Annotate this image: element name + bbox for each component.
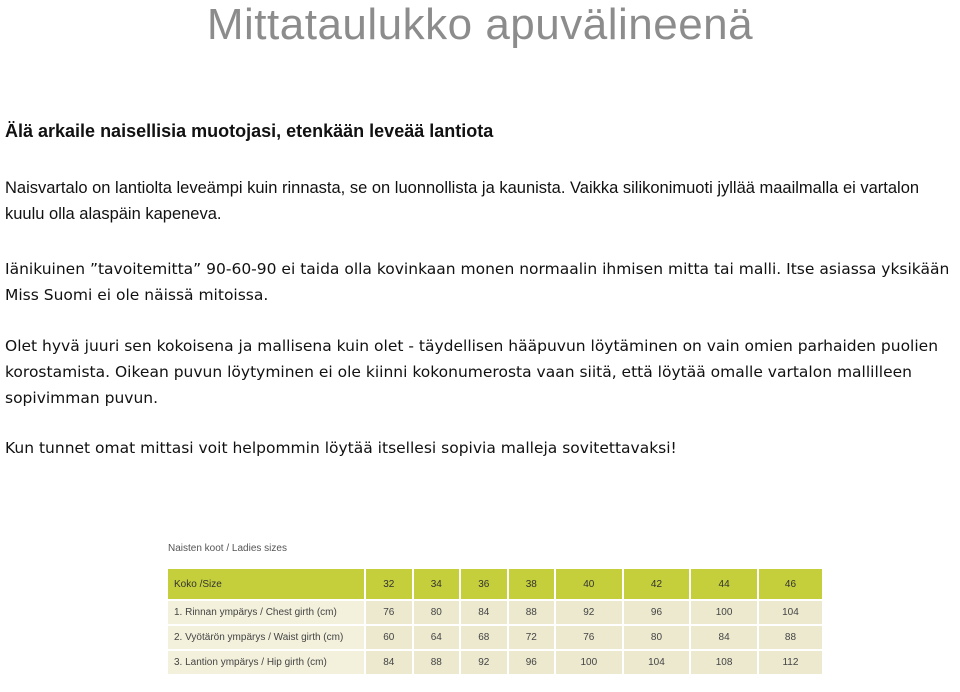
table-cell: 92 <box>460 650 508 675</box>
size-header-cell: 42 <box>623 569 691 600</box>
size-header-cell: 38 <box>508 569 556 600</box>
table-cell: 64 <box>413 625 461 650</box>
table-row-waist <box>168 625 822 650</box>
paragraph-body-shape: Naisvartalo on lantiolta leveämpi kuin rinnasta, se on luonnollista ja kaunista. Vaikka silikonimuoti jyllää maailmalla ei vartalon kuulu olla alaspäin kapeneva. <box>5 179 920 223</box>
table-row-hip <box>168 650 822 675</box>
table-cell: 76 <box>365 600 413 625</box>
table-cell: 108 <box>690 650 758 675</box>
table-cell: 84 <box>460 600 508 625</box>
table-cell: 96 <box>623 600 691 625</box>
table-cell: 84 <box>365 650 413 675</box>
table-cell: 88 <box>758 625 822 650</box>
table-cell: 96 <box>508 650 556 675</box>
size-header-cell: 32 <box>365 569 413 600</box>
table-cell: 80 <box>623 625 691 650</box>
size-chart <box>168 541 822 676</box>
section-heading: Älä arkaile naisellisia muotojasi, etenkään leveää lantiota <box>5 121 494 141</box>
size-header-row <box>168 569 822 600</box>
size-table <box>168 569 822 676</box>
size-header-cell: 34 <box>413 569 461 600</box>
table-cell: 72 <box>508 625 556 650</box>
table-cell: 100 <box>690 600 758 625</box>
table-cell: 60 <box>365 625 413 650</box>
table-cell: 84 <box>690 625 758 650</box>
paragraph-target-measure: Iänikuinen ”tavoitemitta” 90-60-90 ei taida olla kovinkaan monen normaalin ihmisen mitta tai malli. Itse asiassa yksikään Miss Suomi ei ole näissä mitoissa. <box>5 260 950 304</box>
table-cell: 104 <box>758 600 822 625</box>
table-cell: 104 <box>623 650 691 675</box>
table-row-chest <box>168 600 822 625</box>
row-label: 1. Rinnan ympärys / Chest girth (cm) <box>168 600 365 625</box>
size-header-cell: 44 <box>690 569 758 600</box>
size-header-cell: 40 <box>555 569 623 600</box>
table-cell: 68 <box>460 625 508 650</box>
table-cell: 88 <box>413 650 461 675</box>
page-title: Mittataulukko apuvälineenä <box>206 0 754 49</box>
table-cell: 80 <box>413 600 461 625</box>
table-cell: 76 <box>555 625 623 650</box>
row-label: 2. Vyötärön ympärys / Waist girth (cm) <box>168 625 365 650</box>
paragraph-know-measures: Kun tunnet omat mittasi voit helpommin löytää itsellesi sopivia malleja sovitettavaksi! <box>5 439 677 457</box>
size-header-label: Koko /Size <box>168 569 365 600</box>
size-header-cell: 36 <box>460 569 508 600</box>
table-cell: 88 <box>508 600 556 625</box>
table-cell: 92 <box>555 600 623 625</box>
size-chart-caption: Naisten koot / Ladies sizes <box>168 543 287 554</box>
table-cell: 112 <box>758 650 822 675</box>
size-header-cell: 46 <box>758 569 822 600</box>
paragraph-find-dress: Olet hyvä juuri sen kokoisena ja mallisena kuin olet - täydellisen hääpuvun löytäminen on vain omien parhaiden puolien korostamista. Oikean puvun löytyminen ei ole kiinni kokonumerosta vaan siitä, että löytää omalle vartalon mallilleen sopivimman puvun. <box>5 337 939 407</box>
row-label: 3. Lantion ympärys / Hip girth (cm) <box>168 650 365 675</box>
table-cell: 100 <box>555 650 623 675</box>
